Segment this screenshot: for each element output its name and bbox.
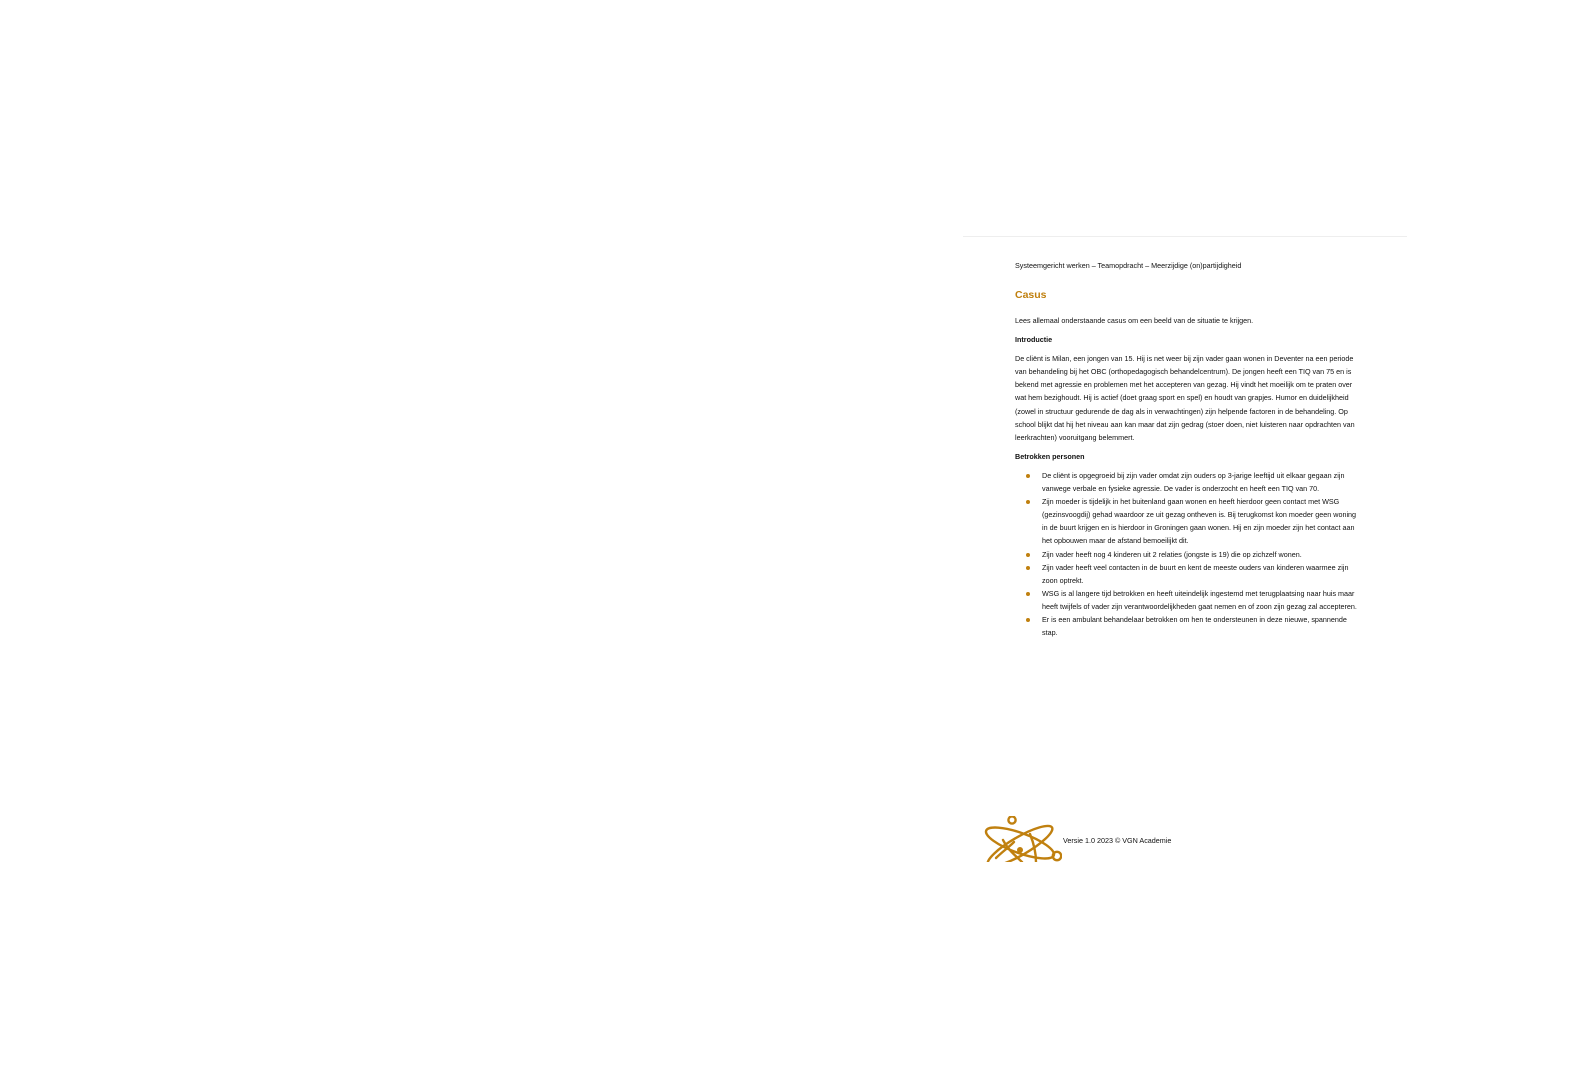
- list-item-text: Zijn vader heeft nog 4 kinderen uit 2 relaties (jongste is 19) die op zichzelf wonen.: [1042, 549, 1302, 559]
- betrokken-personen-list: [1015, 469, 1361, 639]
- section-heading: Casus: [1015, 289, 1047, 301]
- document-page: [963, 236, 1407, 862]
- intro-sentence: Lees allemaal onderstaande casus om een beeld van de situatie te krijgen.: [1015, 316, 1254, 325]
- bullet-icon: [1026, 474, 1030, 478]
- atom-logo-icon: [978, 816, 1062, 862]
- betrokken-personen-title: Betrokken personen: [1015, 451, 1085, 461]
- list-item: [1042, 469, 1361, 495]
- list-item-text: Er is een ambulant behandelaar betrokken om hen te ondersteunen in deze nieuwe, spannende stap.: [1042, 614, 1347, 638]
- introductie-text: De cliënt is Milan, een jongen van 15. Hij is net weer bij zijn vader gaan wonen in Deventer na een periode van behandeling bij het OBC (orthopedagogisch behandelcentrum). De jongen heeft een TIQ van 75 en is bekend met agressie en problemen met het accepteren van gezag. Hij vindt het moeilijk om te praten over wat hem bezighoudt. Hij is actief (doet graag sport en spel) en houdt van grapjes. Humor en duidelijkheid (zowel in structuur gedurende de dag als in verwachtingen) zijn helpende factoren in de behandeling. Op school blijkt dat hij het niveau aan kan maar dat zijn gedrag (stoer doen, niet luisteren naar opdrachten van leerkrachten) vooruitgang belemmert.: [1015, 354, 1355, 442]
- list-item-text: Zijn vader heeft veel contacten in de buurt en kent de meeste ouders van kinderen waarmee zijn zoon optrekt.: [1042, 562, 1349, 585]
- list-item-text: Zijn moeder is tijdelijk in het buitenland gaan wonen en heeft hierdoor geen contact met WSG (gezinsvoogdij) gehad waardoor ze uit gezag ontheven is. Bij terugkomst kon moeder geen woning in de buurt krijgen en is hierdoor in Groningen gaan wonen. Hij en zijn moeder zijn het contact aan het opbouwen maar de afstand bemoeilijkt dit.: [1042, 497, 1357, 546]
- introductie-title: Introductie: [1015, 335, 1053, 345]
- list-item: [1042, 587, 1361, 613]
- list-item: [1042, 561, 1361, 587]
- page-footer: [978, 816, 1278, 862]
- bullet-icon: [1026, 500, 1030, 504]
- list-item: [1042, 495, 1361, 547]
- bullet-icon: [1026, 566, 1030, 570]
- list-item: [1042, 548, 1361, 561]
- version-copyright-text: Versie 1.0 2023 © VGN Academie: [1063, 836, 1172, 845]
- bullet-icon: [1026, 592, 1030, 596]
- page-top-divider: [963, 236, 1407, 237]
- list-item-text: WSG is al langere tijd betrokken en heeft uiteindelijk ingestemd met terugplaatsing naar huis maar heeft twijfels of vader zijn verantwoordelijkheden gaat nemen en of zoon zijn gezag zal accepteren.: [1042, 588, 1357, 611]
- bullet-icon: [1026, 553, 1030, 557]
- list-item: [1042, 613, 1361, 639]
- document-header: Systeemgericht werken – Teamopdracht – Meerzijdige (on)partijdigheid: [1015, 261, 1242, 270]
- document-body: [1015, 314, 1361, 639]
- bullet-icon: [1026, 618, 1030, 622]
- list-item-text: De cliënt is opgegroeid bij zijn vader omdat zijn ouders op 3-jarige leeftijd uit elkaar gegaan zijn vanwege verbale en fysieke agressie. De vader is onderzocht en heeft een TIQ van 70.: [1042, 470, 1345, 494]
